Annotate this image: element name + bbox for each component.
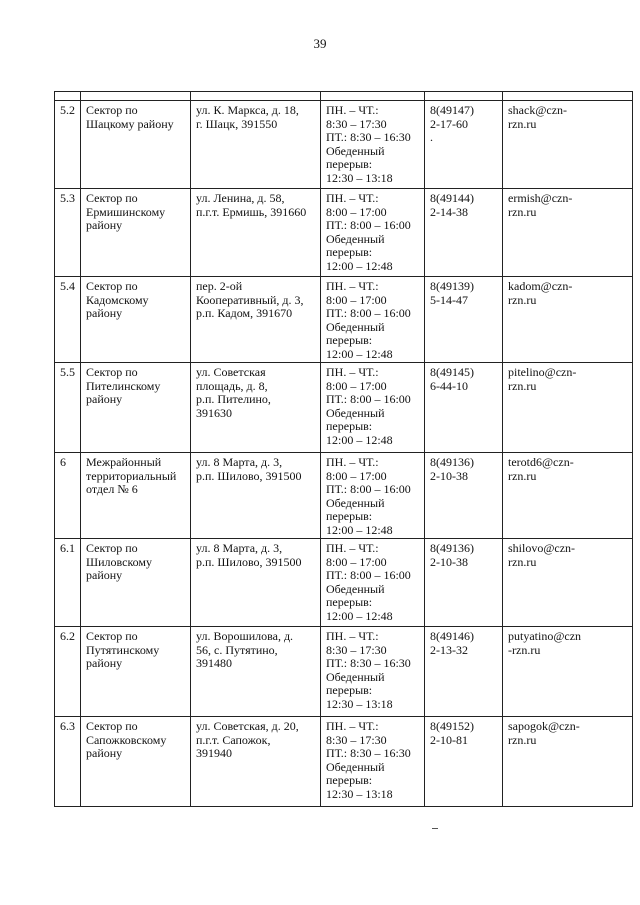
phone-cell: 8(49152) 2-10-81 [425, 717, 503, 807]
row-number-cell: 6 [55, 453, 81, 539]
address-cell: ул. Советская, д. 20, п.г.т. Сапожок, 391940 [191, 717, 321, 807]
table-row [55, 717, 633, 807]
phone-cell: 8(49139) 5-14-47 [425, 277, 503, 363]
address-cell: ул. Ворошилова, д. 56, с. Путятино, 391480 [191, 627, 321, 717]
email-cell: shilovo@czn- rzn.ru [503, 539, 633, 627]
phone-cell: 8(49144) 2-14-38 [425, 189, 503, 277]
email-cell: sapogok@czn- rzn.ru [503, 717, 633, 807]
row-number-cell: 5.3 [55, 189, 81, 277]
table-row [55, 453, 633, 539]
address-cell: ул. Советская площадь, д. 8, р.п. Пителино, 391630 [191, 363, 321, 453]
working-hours-cell: ПН. – ЧТ.: 8:00 – 17:00 ПТ.: 8:00 – 16:00 Обеденный перерыв: 12:00 – 12:48 [321, 453, 425, 539]
address-cell: пер. 2-ой Кооперативный, д. 3, р.п. Кадом, 391670 [191, 277, 321, 363]
email-cell: shack@czn- rzn.ru [503, 101, 633, 189]
working-hours-cell: ПН. – ЧТ.: 8:30 – 17:30 ПТ.: 8:30 – 16:30 Обеденный перерыв: 12:30 – 13:18 [321, 717, 425, 807]
email-cell: putyatino@czn -rzn.ru [503, 627, 633, 717]
scan-mark [432, 828, 438, 829]
row-number-cell: 6.1 [55, 539, 81, 627]
phone-cell: 8(49145) 6-44-10 [425, 363, 503, 453]
phone-cell: 8(49136) 2-10-38 [425, 539, 503, 627]
table-row [55, 277, 633, 363]
header-cell [55, 92, 81, 101]
office-name-cell: Сектор по Сапожковскому району [81, 717, 191, 807]
office-name-cell: Сектор по Шацкому району [81, 101, 191, 189]
phone-cell: 8(49136) 2-10-38 [425, 453, 503, 539]
contacts-table [54, 91, 633, 807]
table-row [55, 101, 633, 189]
address-cell: ул. 8 Марта, д. 3, р.п. Шилово, 391500 [191, 539, 321, 627]
working-hours-cell: ПН. – ЧТ.: 8:30 – 17:30 ПТ.: 8:30 – 16:30 Обеденный перерыв: 12:30 – 13:18 [321, 627, 425, 717]
row-number-cell: 6.3 [55, 717, 81, 807]
table-row [55, 363, 633, 453]
working-hours-cell: ПН. – ЧТ.: 8:00 – 17:00 ПТ.: 8:00 – 16:00 Обеденный перерыв: 12:00 – 12:48 [321, 363, 425, 453]
office-name-cell: Сектор по Кадомскому району [81, 277, 191, 363]
row-number-cell: 5.4 [55, 277, 81, 363]
working-hours-cell: ПН. – ЧТ.: 8:00 – 17:00 ПТ.: 8:00 – 16:00 Обеденный перерыв: 12:00 – 12:48 [321, 277, 425, 363]
office-name-cell: Межрайонный территориальный отдел № 6 [81, 453, 191, 539]
email-cell: pitelino@czn- rzn.ru [503, 363, 633, 453]
address-cell: ул. Ленина, д. 58, п.г.т. Ермишь, 391660 [191, 189, 321, 277]
header-cell [191, 92, 321, 101]
table-row [55, 189, 633, 277]
office-name-cell: Сектор по Шиловскому району [81, 539, 191, 627]
table-row [55, 539, 633, 627]
office-name-cell: Сектор по Пителинскому району [81, 363, 191, 453]
row-number-cell: 5.2 [55, 101, 81, 189]
page-number: 39 [313, 36, 327, 51]
phone-cell: 8(49146) 2-13-32 [425, 627, 503, 717]
email-cell: kadom@czn- rzn.ru [503, 277, 633, 363]
table-row [55, 627, 633, 717]
working-hours-cell: ПН. – ЧТ.: 8:30 – 17:30 ПТ.: 8:30 – 16:30 Обеденный перерыв: 12:30 – 13:18 [321, 101, 425, 189]
phone-cell: 8(49147) 2-17-60 . [425, 101, 503, 189]
address-cell: ул. К. Маркса, д. 18, г. Шацк, 391550 [191, 101, 321, 189]
table-header-row [55, 92, 633, 101]
office-name-cell: Сектор по Путятинскому району [81, 627, 191, 717]
row-number-cell: 5.5 [55, 363, 81, 453]
office-name-cell: Сектор по Ермишинскому району [81, 189, 191, 277]
header-cell [321, 92, 425, 101]
header-cell [503, 92, 633, 101]
row-number-cell: 6.2 [55, 627, 81, 717]
email-cell: ermish@czn- rzn.ru [503, 189, 633, 277]
working-hours-cell: ПН. – ЧТ.: 8:00 – 17:00 ПТ.: 8:00 – 16:00 Обеденный перерыв: 12:00 – 12:48 [321, 189, 425, 277]
table-body [55, 92, 633, 807]
header-cell [81, 92, 191, 101]
working-hours-cell: ПН. – ЧТ.: 8:00 – 17:00 ПТ.: 8:00 – 16:00 Обеденный перерыв: 12:00 – 12:48 [321, 539, 425, 627]
header-cell [425, 92, 503, 101]
email-cell: terotd6@czn- rzn.ru [503, 453, 633, 539]
address-cell: ул. 8 Марта, д. 3, р.п. Шилово, 391500 [191, 453, 321, 539]
